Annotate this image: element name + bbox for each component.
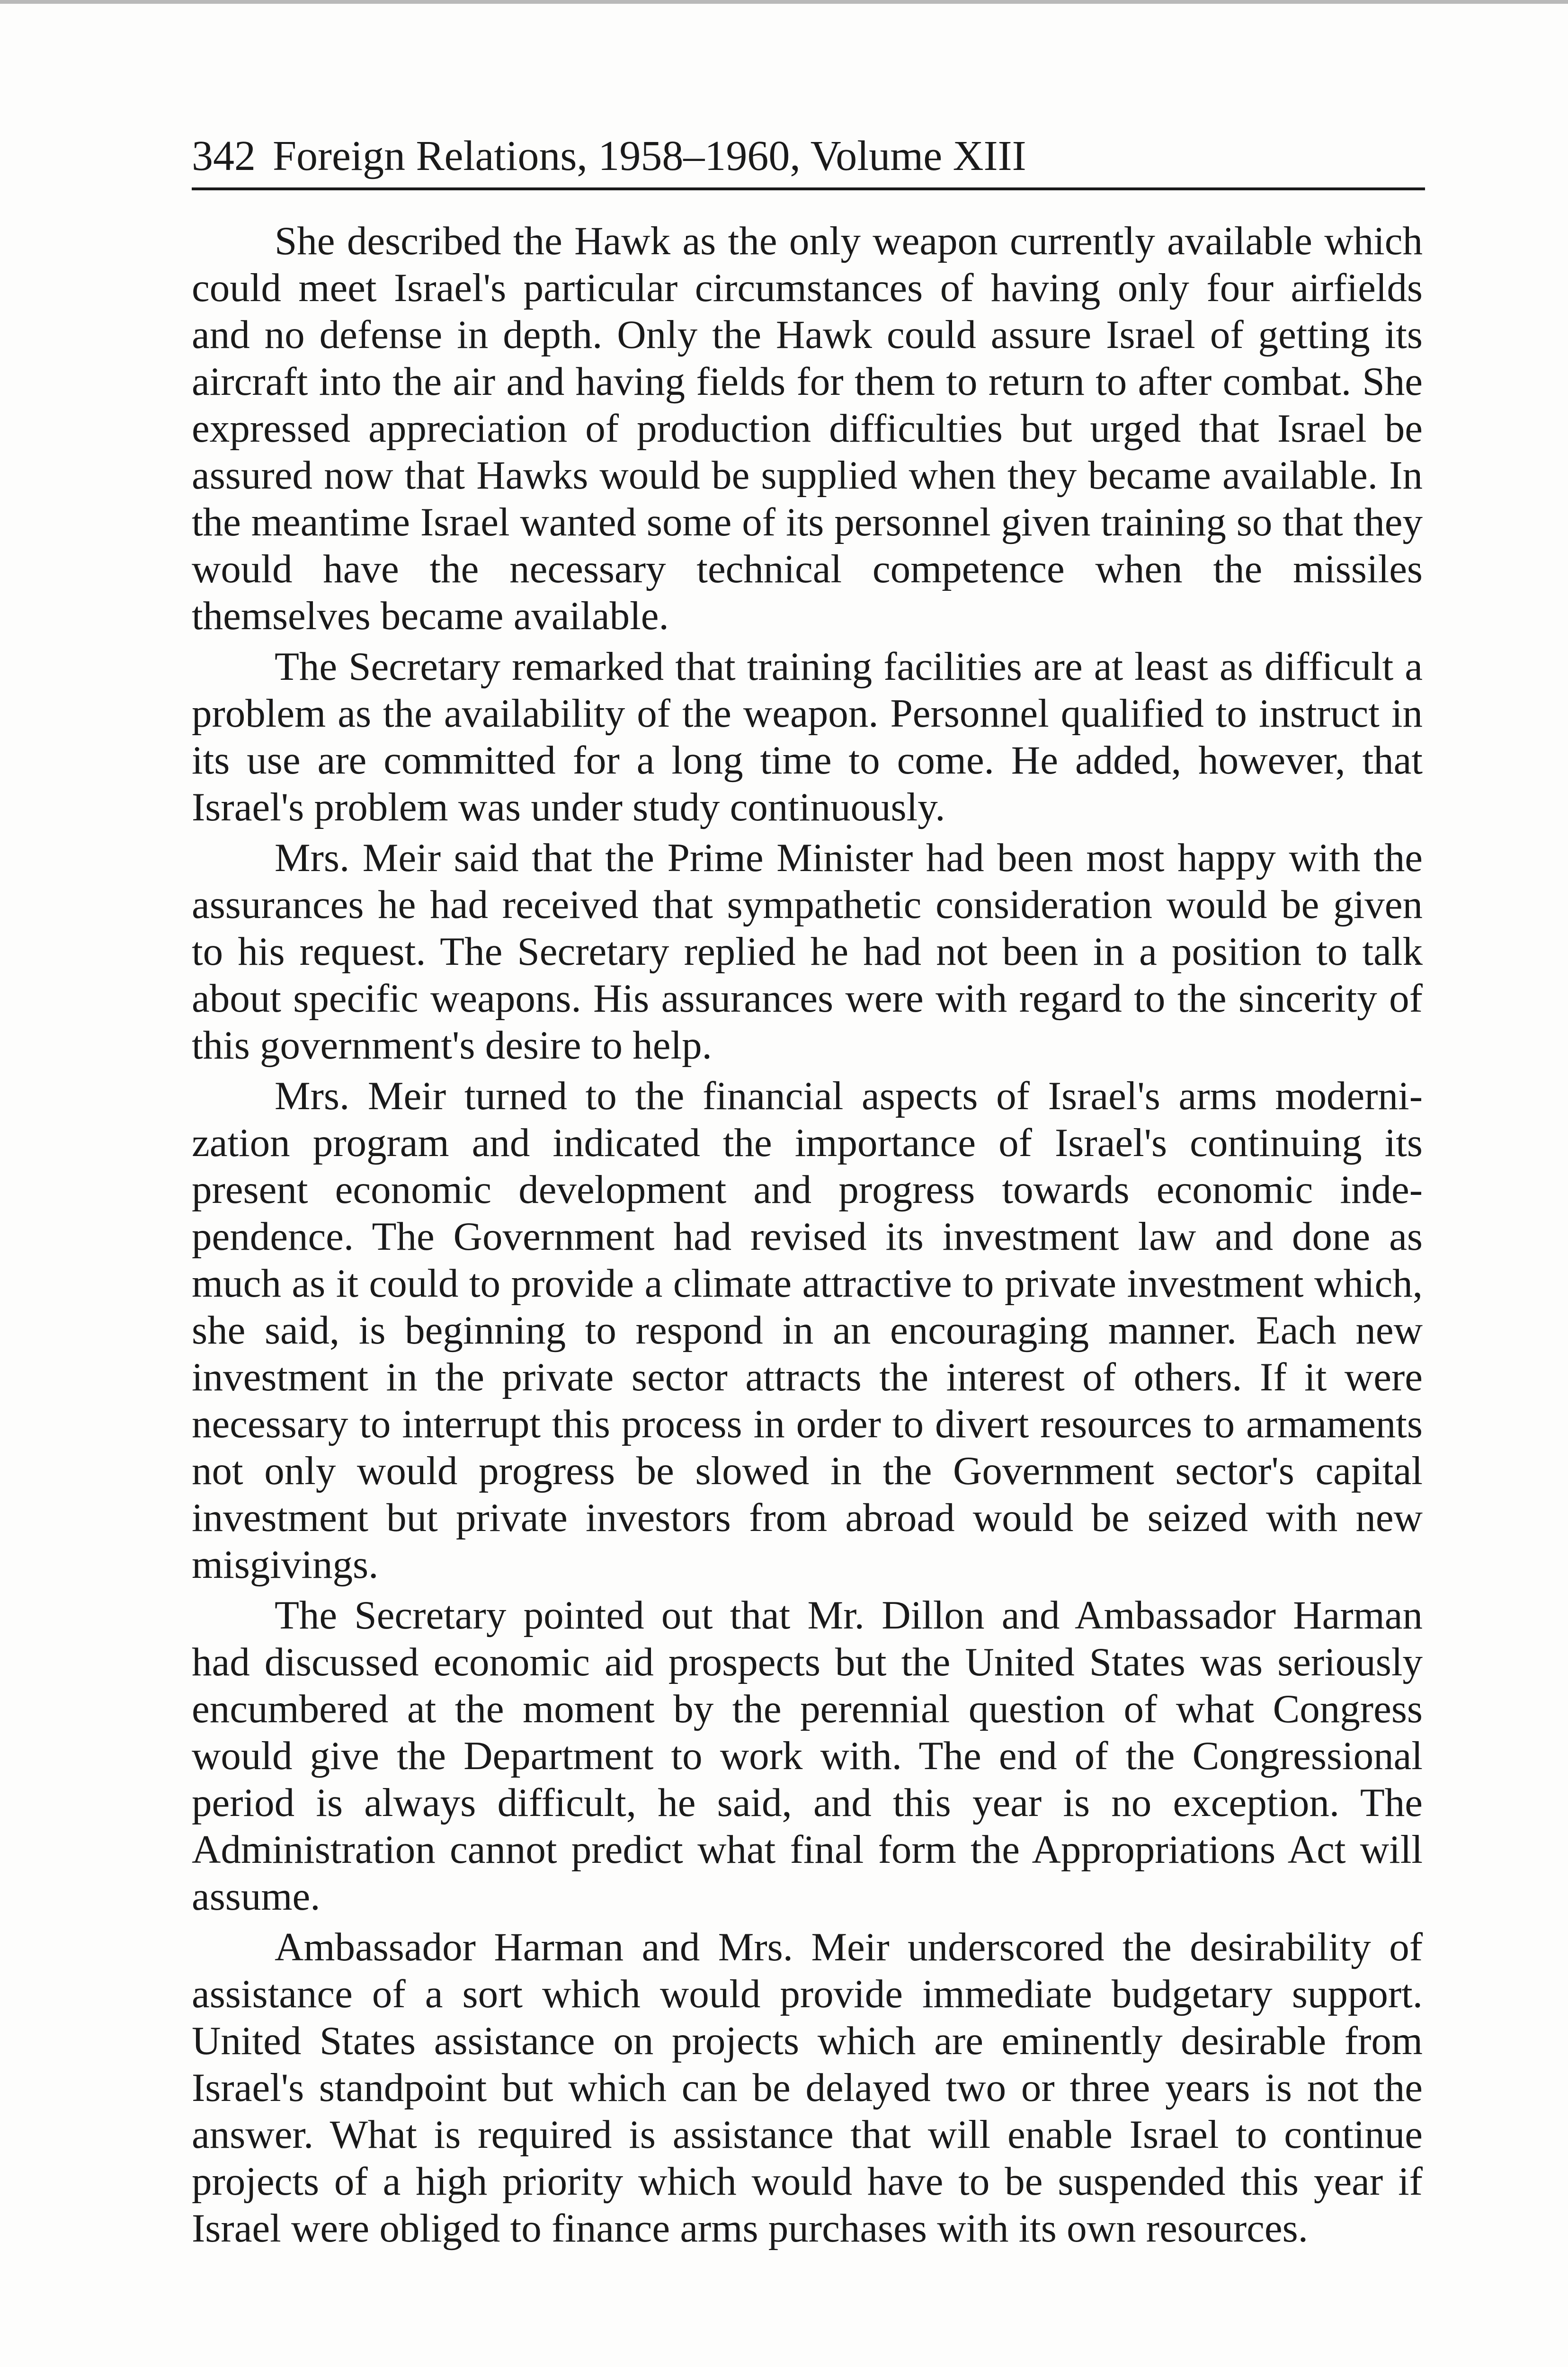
paragraph-hawk-weapon: She described the Hawk as the only weapon currently available which could meet Israel's particular circumstances of having only four airfields and no defense in depth. Only the Hawk could assure Israel of getting its aircraft into the air and having fields for them to return to after combat. She expressed appreciation of production difficulties but urged that Israel be assured now that Hawks would be supplied when they became available. In the meantime Israel wanted some of its personnel given training so that they would have the necessary technical competence when the missiles themselves became available. <box>192 219 1423 638</box>
paragraph-training-facilities: The Secretary remarked that training facilities are at least as difficult a problem as the availability of the weapon. Personnel qualified to instruct in its use are committed for a long time to come. He added, however, that Israel's problem was under study continuously. <box>192 644 1423 829</box>
page-number: 342 <box>192 133 256 179</box>
body-text <box>192 218 1423 2256</box>
paragraph-economic-aid: The Secretary pointed out that Mr. Dillon and Ambassador Harman had discussed economic aid prospects but the United States was seriously encumbered at the moment by the perennial question of what Congress would give the Department to work with. The end of the Congressional period is always difficult, he said, and this year is no exception. The Administration cannot predict what final form the Appropriations Act will assume. <box>192 1593 1423 1919</box>
running-head <box>192 128 1423 185</box>
page-top-edge <box>0 0 1568 4</box>
paragraph-budgetary-support: Ambassador Harman and Mrs. Meir underscored the desirability of assistance of a sort which would provide immediate budgetary support. United States assistance on projects which are eminently desirable from Israel's standpoint but which can be delayed two or three years is not the answer. What is required is assistance that will enable Israel to continue projects of a high priority which would have to be suspended this year if Israel were obliged to finance arms purchases with its own resources. <box>192 1925 1423 2251</box>
paragraph-financial-aspects: Mrs. Meir turned to the financial aspects of Israel's arms modernization program and indicated the importance of Israel's continuing its present economic development and progress towards economic independence. The Government had revised its investment law and done as much as it could to provide a climate attractive to private investment which, she said, is beginning to respond in an encouraging manner. Each new investment in the private sector attracts the interest of others. If it were necessary to interrupt this process in order to divert resources to armaments not only would progress be slowed in the Government sector's capital investment but private investors from abroad would be seized with new misgivings. <box>192 1074 1423 1587</box>
paragraph-prime-minister-assurances: Mrs. Meir said that the Prime Minister had been most happy with the assurances he had received that sympathetic consideration would be given to his request. The Secretary replied he had not been in a position to talk about specific weapons. His assurances were with regard to the sincerity of this government's desire to help. <box>192 836 1423 1068</box>
volume-title: Foreign Relations, 1958–1960, Volume XIII <box>273 133 1026 179</box>
header-rule <box>192 187 1425 190</box>
